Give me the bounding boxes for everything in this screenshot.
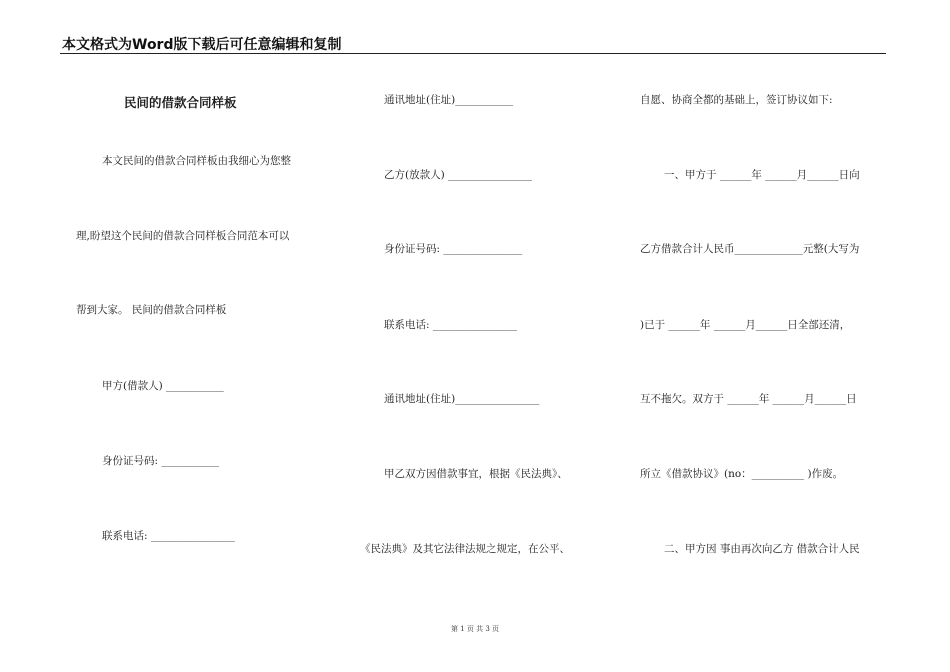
page-number: 第 1 页 共 3 页 bbox=[450, 625, 500, 633]
body-line: 联系电话: ________________ bbox=[102, 530, 235, 542]
body-line: 身份证号码: _______________ bbox=[384, 243, 523, 255]
body-line: 甲方(借款人) ___________ bbox=[102, 380, 224, 392]
body-line: 理,盼望这个民间的借款合同样板合同范本可以 bbox=[76, 230, 290, 242]
body-line: 通讯地址(住址)________________ bbox=[384, 393, 540, 405]
body-line: 一、甲方于 ______年 ______月______日向 bbox=[664, 169, 860, 181]
body-line: 帮到大家。 民间的借款合同样板 bbox=[76, 304, 227, 316]
body-line: 本文民间的借款合同样板由我细心为您整 bbox=[102, 155, 291, 167]
body-line: 自愿、协商全都的基础上，签订协议如下: bbox=[640, 94, 833, 106]
document-title: 民间的借款合同样板 bbox=[124, 95, 237, 110]
body-line: 二、甲方因 事由再次向乙方 借款合计人民 bbox=[664, 543, 860, 555]
body-line: 互不拖欠。双方于 ______年 ______月______日 bbox=[640, 393, 857, 405]
body-line: 所立《借款协议》(no：__________ )作废。 bbox=[640, 468, 844, 480]
body-line: 《民法典》及其它法律法规之规定，在公平、 bbox=[360, 543, 570, 555]
body-line: 身份证号码: ___________ bbox=[102, 455, 220, 467]
body-line: )已于 ______年 ______月______日全部还清， bbox=[640, 319, 851, 331]
body-line: 乙方(放款人) ________________ bbox=[384, 169, 533, 181]
body-line: 乙方借款合计人民币_____________元整(大写为 bbox=[640, 243, 860, 255]
body-line: 通讯地址(住址)___________ bbox=[384, 94, 513, 106]
body-line: 甲乙双方因借款事宜，根据《民法典》、 bbox=[384, 468, 568, 480]
header-divider bbox=[60, 53, 886, 54]
body-line: 联系电话: ________________ bbox=[384, 319, 517, 331]
document-header-title: 本文格式为Word版下载后可任意编辑和复制 bbox=[62, 37, 342, 53]
